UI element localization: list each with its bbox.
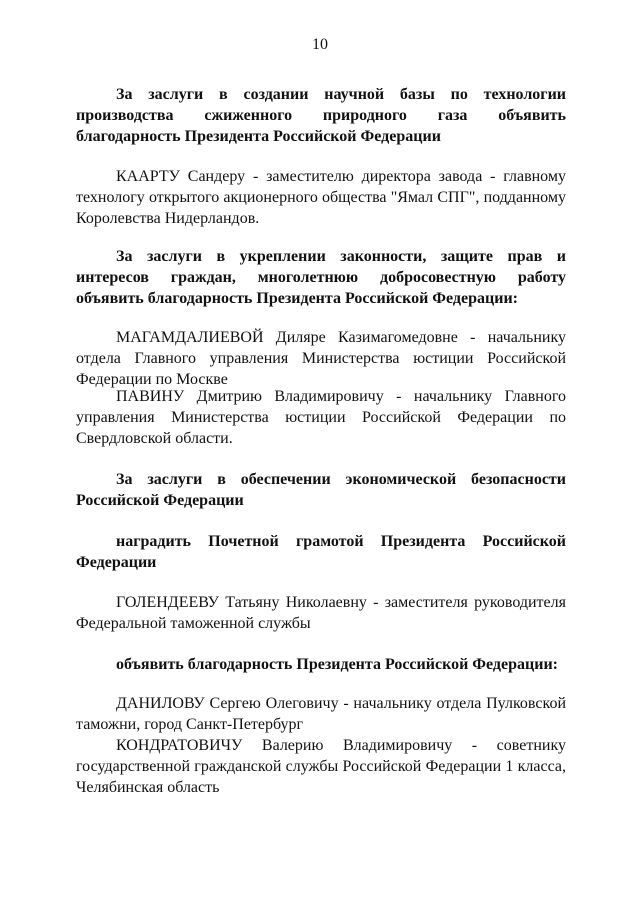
- award-entry-magamdalieva: МАГАМДАЛИЕВОЙ Диляре Казимагомедовне - начальнику отдела Главного управления Министерства юстиции Российской Федерации по Москве: [76, 329, 566, 388]
- award-entry-pavin: ПАВИНУ Дмитрию Владимировичу - начальнику Главного управления Министерства юстиции Российской Федерации по Свердловской области.: [76, 388, 566, 447]
- section-1-heading: За заслуги в создании научной базы по технологии производства сжиженного природного газа объявить благодарность Президента Российской Федерации: [76, 86, 566, 145]
- award-entry-golendeeva: ГОЛЕНДЕЕВУ Татьяну Николаевну - заместителя руководителя Федеральной таможенной службы: [76, 594, 566, 632]
- section-3-heading: За заслуги в обеспечении экономической безопасности Российской Федерации: [76, 471, 566, 509]
- subsection-gratitude-heading: объявить благодарность Президента Российской Федерации:: [116, 656, 558, 673]
- page-number: 10: [312, 36, 328, 53]
- award-entry-danilova: ДАНИЛОВУ Сергею Олеговичу - начальнику отдела Пулковской таможни, город Санкт-Петербург: [76, 695, 566, 733]
- section-2-heading: За заслуги в укреплении законности, защите прав и интересов граждан, многолетнюю добросовестную работу объявить благодарность Президента Российской Федерации:: [76, 248, 566, 307]
- award-entry-kaart: КААРТУ Сандеру - заместителю директора завода - главному технологу открытого акционерного общества "Ямал СПГ", подданному Королевства Нидерландов.: [76, 168, 566, 227]
- award-entry-kondratovich: КОНДРАТОВИЧУ Валерию Владимировичу - советнику государственной гражданской службы Российской Федерации 1 класса, Челябинская область: [76, 737, 566, 796]
- subsection-certificate-heading: наградить Почетной грамотой Президента Российской Федерации: [76, 533, 566, 571]
